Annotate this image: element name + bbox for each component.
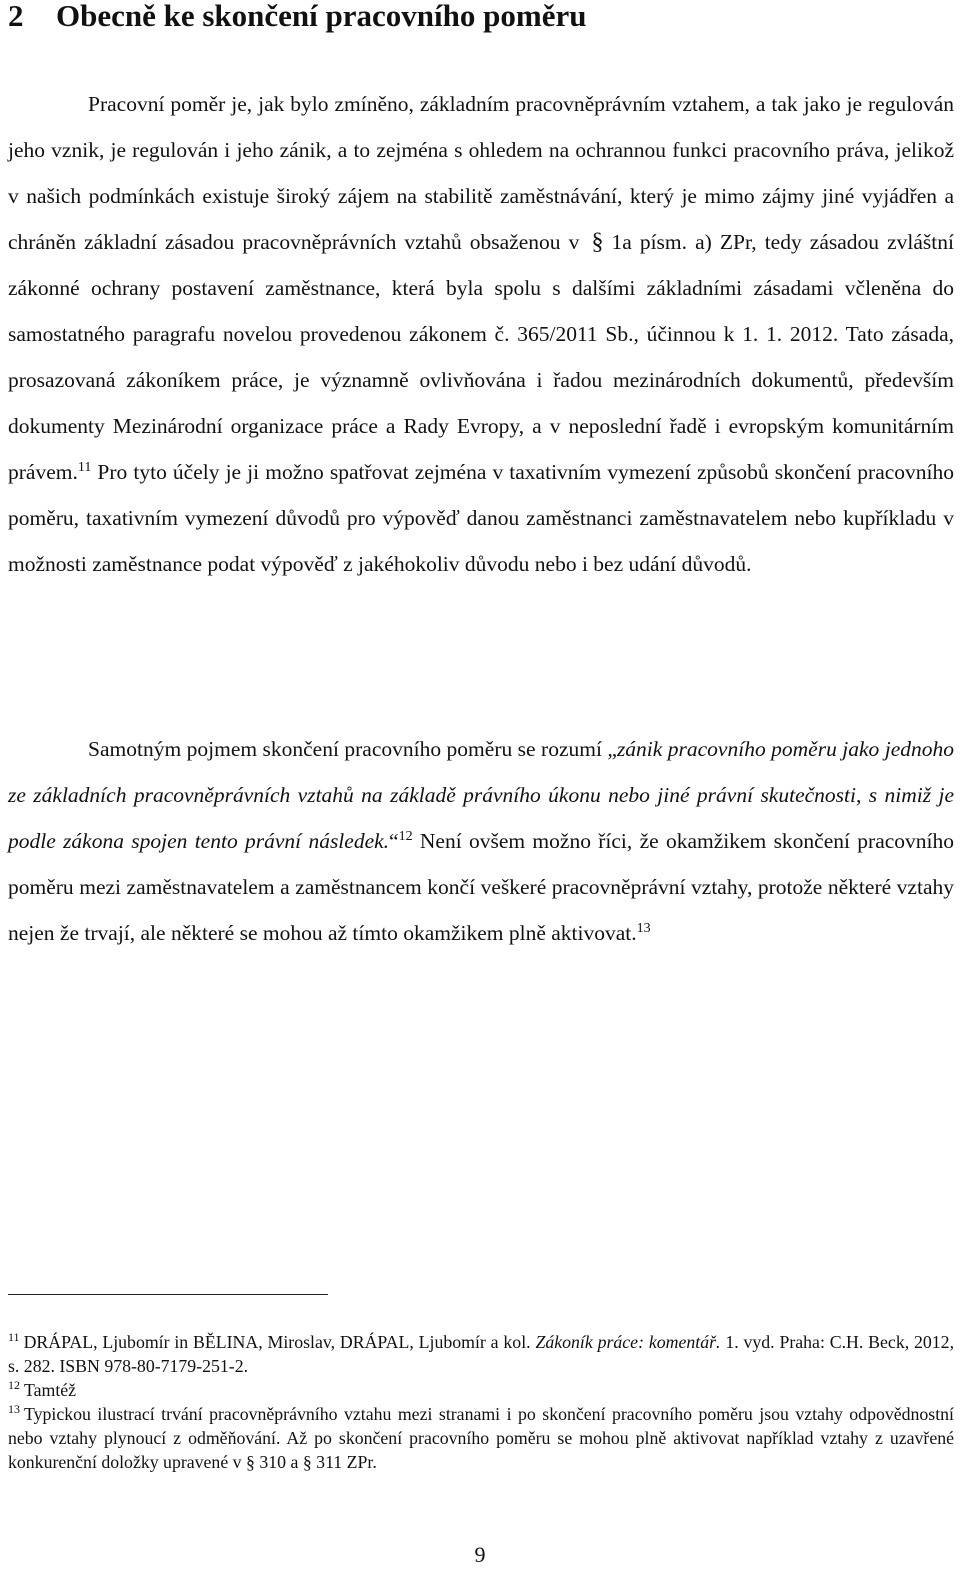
paragraph-2 [8,726,954,956]
footnote-11-text-b: 1. vyd. Praha: C.H. Beck, 2012, s. 282. ISBN 978-80-7179-251-2. [8,1332,955,1376]
footnote-13-text-a: Typickou ilustrací trvání pracovněprávního vztahu mezi stranami i po skončení pracovního poměru jsou vztahy odpovědnostní nebo vztahy plynoucí z odměňování. Až po skončení pracovního poměru se mohou plně aktivovat například vztahy z uzavřené konkurenční doložky upravené v [8,1404,954,1472]
footnote-12 [8,1378,954,1402]
footnote-reference-11[interactable]: 11 [77,460,92,475]
paragraph-2-text-b: Není ovšem možno říci, že okamžikem skončení pracovního poměru mezi zaměstnavatelem a zaměstnancem končí veškeré pracovněprávní vztahy, protože některé vztahy nejen že trvají, ale některé se mohou až tímto okamžikem plně aktivovat. [8,829,955,945]
section-sign: § [246,1452,255,1472]
paragraph-1-text-b: 1a písm. a) ZPr, tedy zásadou zvláštní zákonné ochrany postavení zaměstnance, která byla spolu s dalšími základními zásadami včleněna do samostatného paragrafu novelou provedenou zákonem č. 365/2011 Sb., účinnou k 1. 1. 2012. Tato zásada, prosazovaná zákoníkem práce, je významně ovlivňována i řadou mezinárodních dokumentů, především dokumenty Mezinárodní organizace práce a Rady Evropy, a v neposlední řadě i evropským komunitárním právem. [8,230,954,484]
paragraph-1-text-c: Pro tyto účely je ji možno spatřovat zejména v taxativním vymezení způsobů skončení pracovního poměru, taxativním vymezení důvodů pro výpověď danou zaměstnanci zaměstnavatelem nebo kupříkladu v možnosti zaměstnance podat výpověď z jakéhokoliv důvodu nebo i bez udání důvodů. [8,460,954,576]
section-sign: § [302,1452,312,1472]
paragraph-1 [8,81,954,587]
footnote-13-text-b: 310 a [259,1452,299,1472]
closing-quote: “ [389,829,399,853]
footnote-number: 11 [8,1330,20,1344]
paragraph-2-text-a: Samotným pojmem skončení pracovního poměru se rozumí „ [88,737,617,761]
chapter-heading [8,0,586,36]
chapter-number: 2 [8,0,24,33]
footnote-11 [8,1330,954,1378]
footnote-number: 13 [8,1402,20,1416]
chapter-title: Obecně ke skončení pracovního poměru [56,0,587,33]
footnote-11-text-a: DRÁPAL, Ljubomír in BĚLINA, Miroslav, DRÁPAL, Ljubomír a kol. [23,1332,531,1352]
footnote-reference-12[interactable]: 12 [398,829,413,844]
section-sign: § [591,229,604,255]
footnote-reference-13[interactable]: 13 [636,921,651,936]
paragraph-2-italic-definition: zánik pracovního poměru jako jednoho ze základních pracovněprávních vztahů na základě právního úkonu nebo jiné právní skutečnosti, s nimiž je podle zákona spojen tento právní následek. [8,737,954,853]
footnote-11-italic-title: Zákoník práce: komentář. [535,1332,721,1352]
footnote-13 [8,1402,954,1474]
footnotes [8,1330,954,1474]
footnote-12-text: Tamtéž [24,1380,77,1400]
paragraph-1-text-a: Pracovní poměr je, jak bylo zmíněno, základním pracovněprávním vztahem, a tak jako je regulován jeho vznik, je regulován i jeho zánik, a to zejména s ohledem na ochrannou funkci pracovního práva, jelikož v našich podmínkách existuje široký zájem na stabilitě zaměstnávání, který je mimo zájmy jiné vyjádřen a chráněn základní zásadou pracovněprávních vztahů obsaženou v [8,92,954,254]
footnote-13-text-c: 311 ZPr. [316,1452,377,1472]
footnote-number: 12 [8,1378,20,1392]
page-number: 9 [474,1542,486,1567]
footnote-separator [8,1294,328,1295]
